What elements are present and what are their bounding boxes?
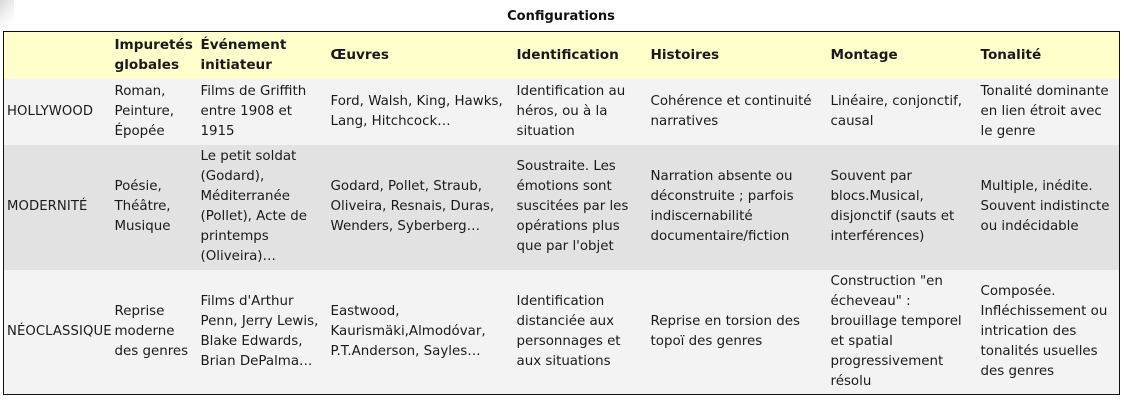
row-label: NÉOCLASSIQUE: [7, 323, 112, 339]
table-cell: Reprise moderne des genres: [114, 303, 189, 359]
header-corner: [4, 32, 110, 79]
table-cell: Eastwood, Kaurismäki,Almodóvar, P.T.Anderson, Sayles…: [330, 303, 486, 359]
table-cell: Construction "en écheveau" : brouillage temporel et spatial progressivement résolu: [830, 273, 962, 389]
header-identification: Identification: [516, 47, 619, 64]
table-cell: Le petit soldat (Godard), Méditerranée (Pollet), Acte de printemps (Oliveira)…: [200, 149, 307, 264]
table-cell: Roman, Peinture, Épopée: [114, 83, 174, 139]
row-label: MODERNITÉ: [7, 199, 88, 214]
table-cell: Narration absente ou déconstruite ; parfois indiscernabilité documentaire/fiction: [650, 169, 794, 244]
table-cell: Souvent par blocs.Musical, disjonctif (sauts et interférences): [830, 169, 955, 244]
row-label: HOLLYWOOD: [7, 103, 94, 119]
header-evenement: Événement initiateur: [200, 37, 287, 74]
table-cell: Cohérence et continuité narratives: [650, 93, 812, 129]
table-cell: Soustraite. Les émotions sont suscitées par les opérations plus que par l'objet: [516, 159, 629, 254]
table-caption: Configurations: [507, 9, 615, 24]
configurations-table: [3, 31, 1120, 395]
table-cell: Reprise en torsion des topoï des genres: [650, 313, 800, 349]
table-cell: Identification distanciée aux personnages et aux situations: [516, 293, 621, 369]
table-row: [4, 79, 1120, 145]
table-cell: Ford, Walsh, King, Hawks, Lang, Hitchcock…: [330, 93, 503, 129]
header-impuretes: Impuretés globales: [114, 37, 193, 74]
table-cell: Multiple, inédite. Souvent indistincte ou indécidable: [980, 179, 1110, 234]
table-cell: Linéaire, conjonctif, causal: [830, 93, 963, 129]
header-row: [4, 32, 1120, 79]
table-cell: Tonalité dominante en lien étroit avec le genre: [980, 83, 1109, 139]
header-tonalite: Tonalité: [980, 47, 1042, 64]
table-cell: Films de Griffith entre 1908 et 1915: [200, 83, 307, 139]
table-cell: Poésie, Théâtre, Musique: [114, 179, 171, 234]
table-row: [4, 270, 1120, 395]
table-cell: Identification au héros, ou à la situation: [516, 83, 626, 139]
table-cell: Films d'Arthur Penn, Jerry Lewis, Blake Edwards, Brian DePalma…: [200, 293, 319, 369]
table-row: [4, 145, 1120, 270]
table-cell: Composée. Infléchissement ou intrication des tonalités usuelles des genres: [980, 283, 1108, 379]
header-oeuvres: Œuvres: [330, 47, 389, 64]
table-cell: Godard, Pollet, Straub, Oliveira, Resnais, Duras, Wenders, Syberberg…: [330, 179, 495, 234]
header-histoires: Histoires: [650, 47, 720, 64]
header-montage: Montage: [830, 47, 898, 64]
